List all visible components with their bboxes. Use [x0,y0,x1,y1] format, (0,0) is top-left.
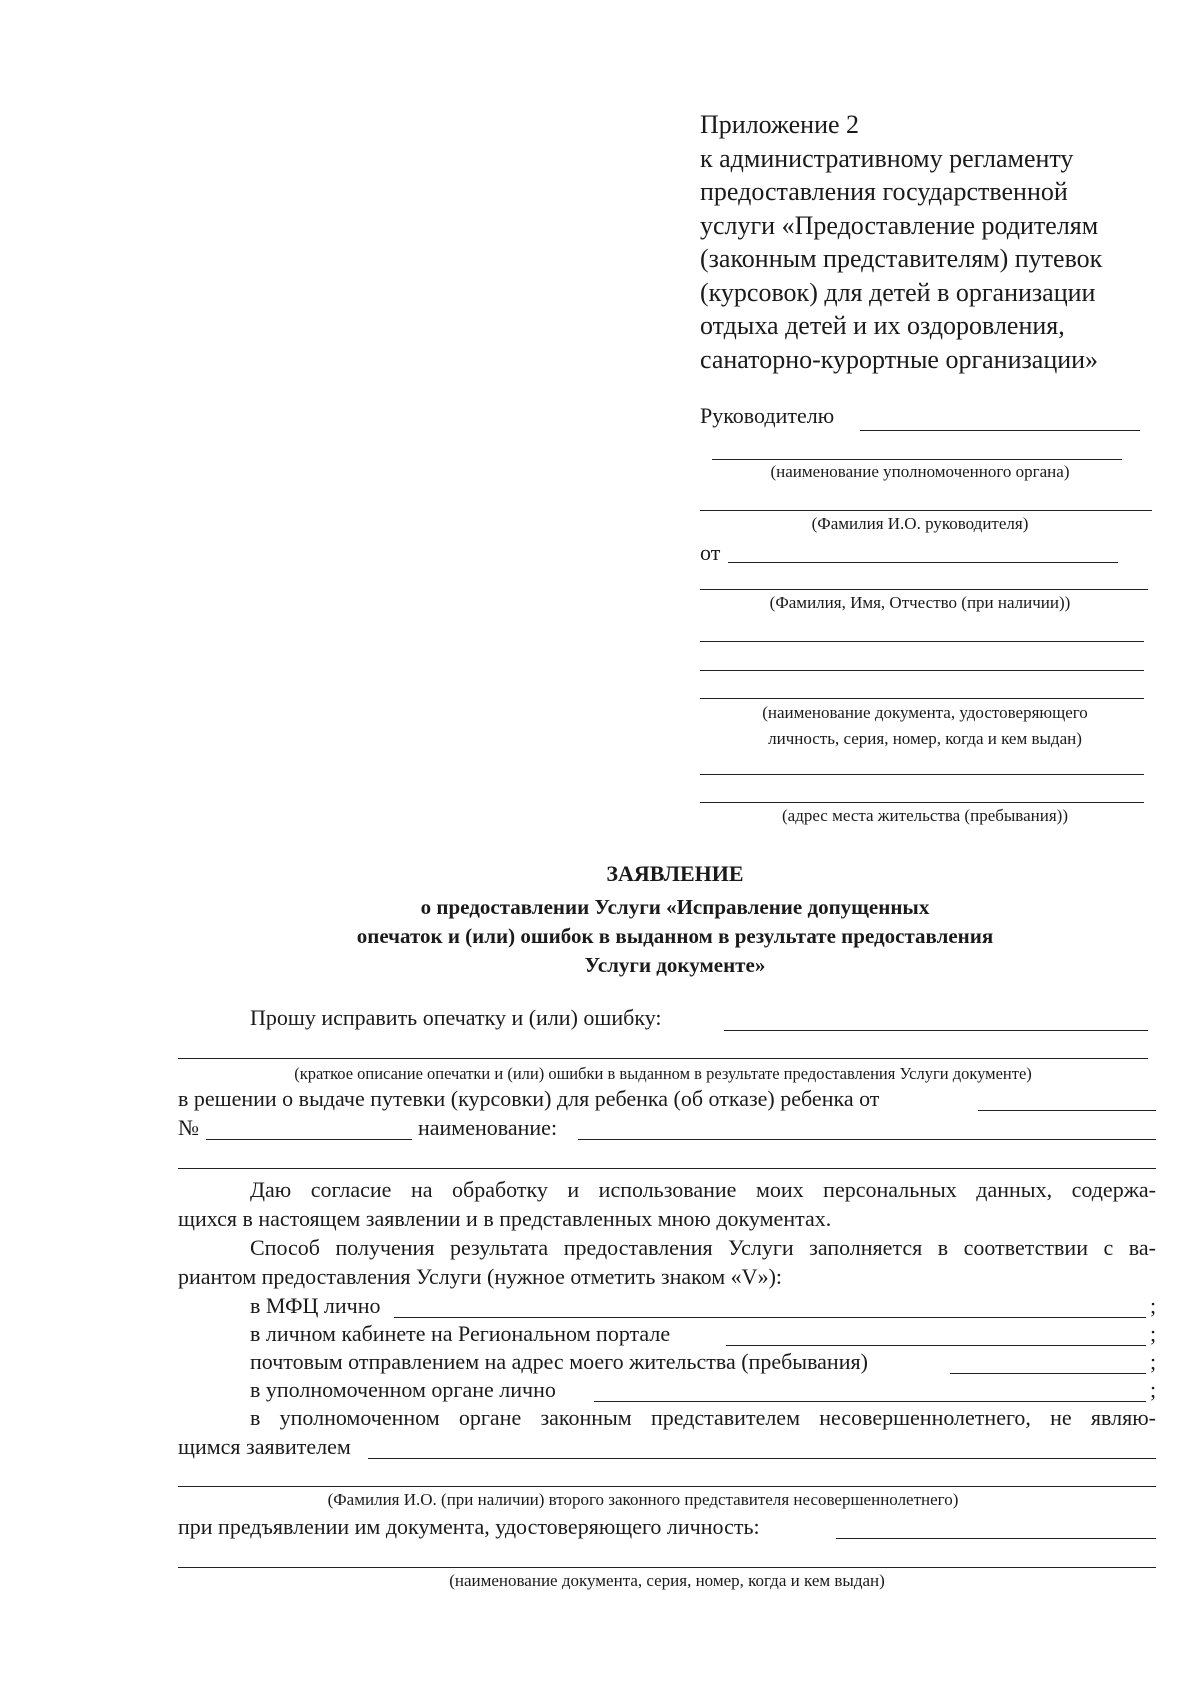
appendix-line: (курсовок) для детей в организации [700,277,1096,307]
rep-doc-field-1[interactable] [836,1538,1156,1539]
option-portal-field[interactable] [726,1345,1146,1346]
method-text: риантом предоставления Услуги (нужное отметить знаком «V»): [178,1264,783,1289]
semicolon: ; [1150,1349,1157,1374]
head-name-caption: (Фамилия И.О. руководителя) [811,514,1029,533]
request-text: Прошу исправить опечатку и (или) ошибку: [250,1005,662,1030]
head-field[interactable] [860,430,1140,431]
semicolon: ; [1150,1377,1157,1402]
appendix-line: Приложение 2 [700,110,860,139]
option-portal-label: в личном кабинете на Региональном портале [250,1321,671,1346]
decision-text: в решении о выдаче путевки (курсовки) для ребенка (об отказе) ребенка от [178,1086,880,1111]
applicant-field[interactable] [700,589,1148,590]
id-doc-field-2[interactable] [700,670,1144,671]
rep-doc-label: при предъявлении им документа, удостоверяющего личность: [178,1514,760,1539]
number-sign: № [178,1115,199,1140]
decision-number-field[interactable] [206,1139,412,1140]
id-doc-caption: личность, серия, номер, когда и кем выдан) [768,729,1082,748]
doc-caption: (наименование документа, серия, номер, когда и кем выдан) [449,1571,885,1590]
option-mfc-field[interactable] [394,1317,1146,1318]
from-field[interactable] [728,562,1118,563]
id-doc-field-3[interactable] [700,698,1144,699]
option-rep-label: в уполномоченном органе законным представителем несовершеннолетнего, не являю- [250,1405,1156,1430]
appendix-header [700,108,1170,376]
document-subtitle: опечаток и (или) ошибок в выданном в результате предоставления [356,924,994,948]
error-field-1[interactable] [724,1030,1148,1031]
decision-name-field-2[interactable] [178,1168,1156,1169]
consent-text: Даю согласие на обработку и использование моих персональных данных, содержа- [250,1177,1156,1202]
semicolon: ; [1150,1293,1157,1318]
decision-name-field[interactable] [578,1139,1156,1140]
id-doc-field-1[interactable] [700,641,1144,642]
from-label: от [700,540,721,565]
applicant-caption: (Фамилия, Имя, Отчество (при наличии)) [769,593,1071,612]
id-doc-caption: (наименование документа, удостоверяющего [762,703,1088,722]
org-field[interactable] [712,459,1122,460]
rep-name-field[interactable] [178,1486,1156,1487]
error-field-2[interactable] [178,1058,1148,1059]
option-post-label: почтовым отправлением на адрес моего жительства (пребывания) [250,1349,868,1374]
option-org-label: в уполномоченном органе лично [250,1377,556,1402]
address-field-1[interactable] [700,774,1144,775]
appendix-line: санаторно-курортные организации» [700,344,1099,374]
appendix-line: отдыха детей и их оздоровления, [700,311,1065,340]
decision-date-field[interactable] [978,1110,1156,1111]
head-label: Руководителю [700,403,835,428]
address-field-2[interactable] [700,802,1144,803]
document-subtitle: о предоставлении Услуги «Исправление допущенных [420,895,930,919]
option-mfc-label: в МФЦ лично [250,1293,381,1318]
option-org-field[interactable] [594,1401,1146,1402]
rep-doc-field-2[interactable] [178,1567,1156,1568]
org-caption: (наименование уполномоченного органа) [770,462,1070,481]
appendix-line: (законным представителям) путевок [700,244,1103,273]
name-label: наименование: [418,1115,558,1140]
consent-text: щихся в настоящем заявлении и в представленных мною документах. [178,1206,832,1231]
appendix-line: предоставления государственной [700,177,1068,206]
semicolon: ; [1150,1321,1157,1346]
method-text: Способ получения результата предоставления Услуги заполняется в соответствии с ва- [250,1235,1156,1260]
appendix-line: к административному регламенту [700,143,1074,173]
head-name-field[interactable] [700,510,1152,511]
address-caption: (адрес места жительства (пребывания)) [781,806,1068,825]
error-caption: (краткое описание опечатки и (или) ошибки в выданном в результате предоставления Услуги документе) [294,1064,1032,1083]
document-subtitle: Услуги документе» [584,953,766,977]
rep-caption: (Фамилия И.О. (при наличии) второго законного представителя несовершеннолетнего) [327,1490,959,1509]
option-rep-field[interactable] [368,1458,1156,1459]
option-rep-label: щимся заявителем [178,1434,351,1459]
option-post-field[interactable] [950,1373,1146,1374]
document-title: ЗАЯВЛЕНИЕ [606,861,744,886]
appendix-line: услуги «Предоставление родителям [700,210,1099,240]
